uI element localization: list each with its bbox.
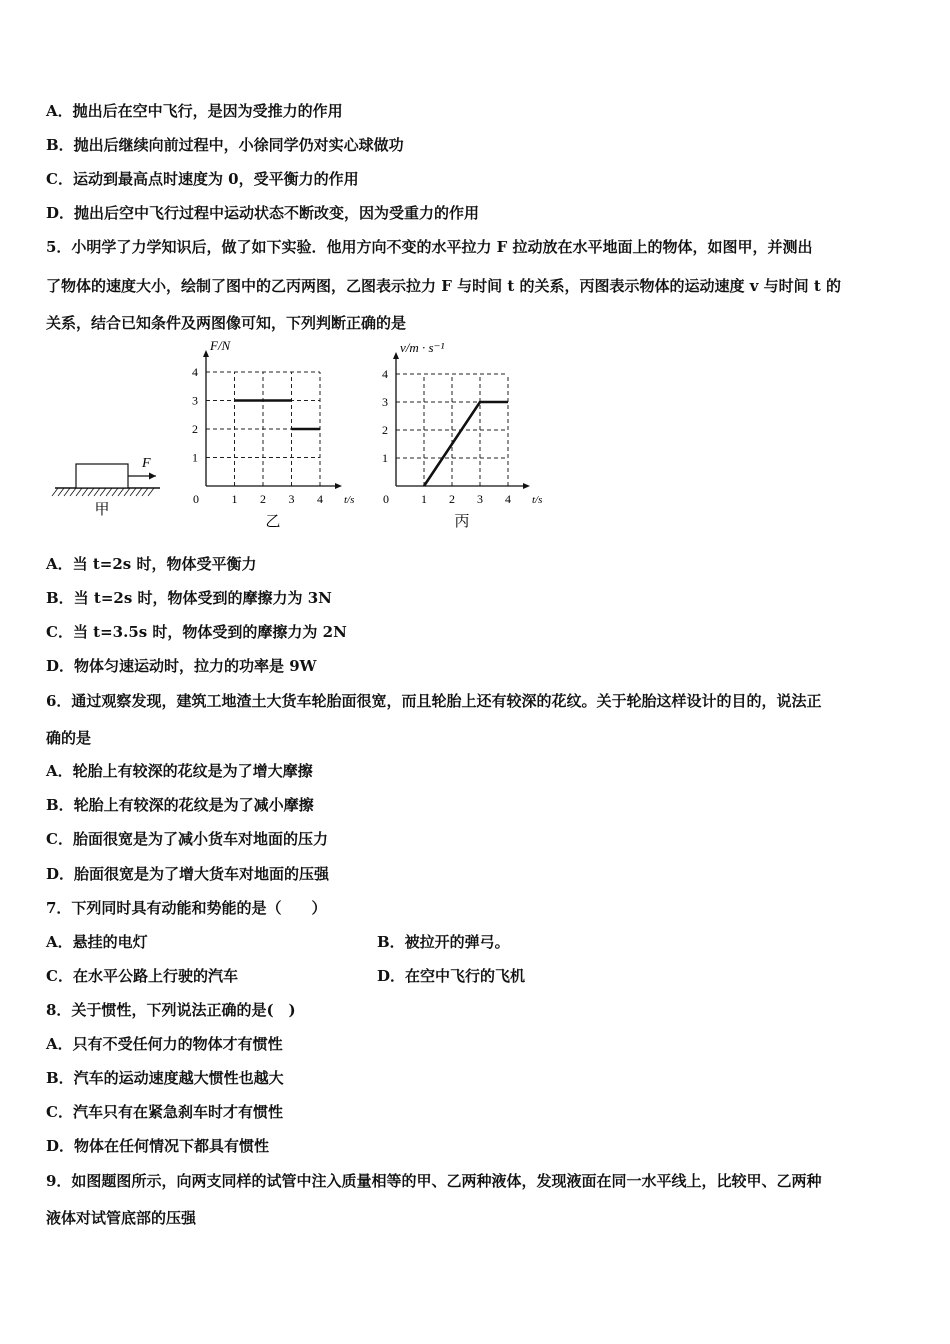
q6-stem-line-1: 6．通过观察发现，建筑工地渣土大货车轮胎面很宽，而且轮胎上还有较深的花纹。关于轮胎这样设计的目的，说法正 [46,692,822,710]
q5-option-b: B．当 t=2s 时，物体受到的摩擦力为 3N [46,589,332,607]
ground-hatch [82,488,88,496]
q7-option-c: C．在水平公路上行驶的汽车 [46,967,238,985]
series-line [424,402,508,486]
chart-yi [192,338,354,528]
x-tick-label: 3 [288,492,295,506]
x-axis-label: t/s [344,494,355,506]
chart-title: 乙 [265,514,281,528]
x-axis-arrow [523,483,530,489]
chart-title: 丙 [454,514,470,528]
ground-hatch [118,488,124,496]
q8-stem: 8．关于惯性，下列说法正确的是( ) [46,1001,296,1019]
ground-hatch [100,488,106,496]
origin-label: 0 [193,492,199,506]
ground-hatch [136,488,142,496]
ground-hatch [94,488,100,496]
x-tick-label: 1 [421,492,427,506]
x-axis-label: t/s [532,494,543,506]
y-tick-label: 2 [192,422,198,436]
ground-hatch [64,488,70,496]
q6-option-a: A．轮胎上有较深的花纹是为了增大摩擦 [46,762,313,780]
y-axis-arrow [203,350,209,357]
q4-option-b: B．抛出后继续向前过程中，小徐同学仍对实心球做功 [46,136,404,154]
force-label: F [142,456,151,471]
ground-hatch [124,488,130,496]
q7-option-d: D．在空中飞行的飞机 [377,967,526,985]
y-axis-arrow [393,352,399,359]
ground-hatch [70,488,76,496]
q7-option-a: A．悬挂的电灯 [46,933,148,951]
q7-stem: 7．下列同时具有动能和势能的是（ ） [46,899,327,917]
ground-hatch [76,488,82,496]
y-tick-label: 3 [382,395,388,409]
origin-label: 0 [383,492,389,506]
q8-option-d: D．物体在任何情况下都具有惯性 [46,1137,270,1155]
q6-option-d: D．胎面很宽是为了增大货车对地面的压强 [46,865,330,883]
q5-option-a: A．当 t=2s 时，物体受平衡力 [46,555,257,573]
ground-hatch [88,488,94,496]
q8-option-a: A．只有不受任何力的物体才有惯性 [46,1035,283,1053]
jia-label: 甲 [94,502,110,518]
q5-option-d: D．物体匀速运动时，拉力的功率是 9W [46,657,317,675]
x-tick-label: 4 [505,492,511,506]
y-axis-label: v/m · s⁻¹ [400,340,445,355]
jia-diagram [52,456,160,518]
q8-option-c: C．汽车只有在紧急刹车时才有惯性 [46,1103,283,1121]
ground-hatch [148,488,154,496]
q9-stem-line-2: 液体对试管底部的压强 [46,1209,197,1227]
x-tick-label: 2 [449,492,455,506]
ground-hatch [52,488,58,496]
y-tick-label: 2 [382,423,388,437]
x-axis-arrow [335,483,342,489]
q5-figure [40,338,570,528]
ground-hatch [58,488,64,496]
ground-hatch [142,488,148,496]
block [76,464,128,488]
q8-option-b: B．汽车的运动速度越大惯性也越大 [46,1069,284,1087]
q5-stem-line-3: 关系，结合已知条件及两图像可知，下列判断正确的是 [46,314,407,332]
y-tick-label: 4 [192,365,198,379]
x-tick-label: 1 [231,492,238,506]
y-tick-label: 1 [382,451,388,465]
y-tick-label: 1 [192,450,198,465]
ground-hatch [112,488,118,496]
q5-stem-line-2: 了物体的速度大小，绘制了图中的乙丙两图，乙图表示拉力 F 与时间 t 的关系，丙图表示物体的运动速度 v 与时间 t 的 [46,277,842,295]
q9-stem-line-1: 9．如图题图所示，向两支同样的试管中注入质量相等的甲、乙两种液体，发现液面在同一水平线上，比较甲、乙两种 [46,1172,822,1190]
q4-option-a: A．抛出后在空中飞行，是因为受推力的作用 [46,102,343,120]
ground-hatch [130,488,136,496]
q7-option-b: B．被拉开的弹弓。 [377,933,510,951]
x-tick-label: 2 [260,492,266,506]
x-tick-label: 4 [317,492,323,506]
q4-option-d: D．抛出后空中飞行过程中运动状态不断改变，因为受重力的作用 [46,204,480,222]
q5-stem-line-1: 5．小明学了力学知识后，做了如下实验．他用方向不变的水平拉力 F 拉动放在水平地面上的物体，如图甲，并测出 [46,238,813,256]
y-tick-label: 3 [192,393,198,408]
y-tick-label: 4 [382,367,388,381]
chart-bing [382,340,542,528]
y-axis-label: F/N [210,338,231,353]
q6-stem-line-2: 确的是 [46,729,92,747]
q6-option-c: C．胎面很宽是为了减小货车对地面的压力 [46,830,328,848]
q6-option-b: B．轮胎上有较深的花纹是为了减小摩擦 [46,796,314,814]
x-tick-label: 3 [477,492,483,506]
q4-option-c: C．运动到最高点时速度为 0，受平衡力的作用 [46,170,359,188]
ground-hatch [106,488,112,496]
q5-option-c: C．当 t=3.5s 时，物体受到的摩擦力为 2N [46,623,347,641]
